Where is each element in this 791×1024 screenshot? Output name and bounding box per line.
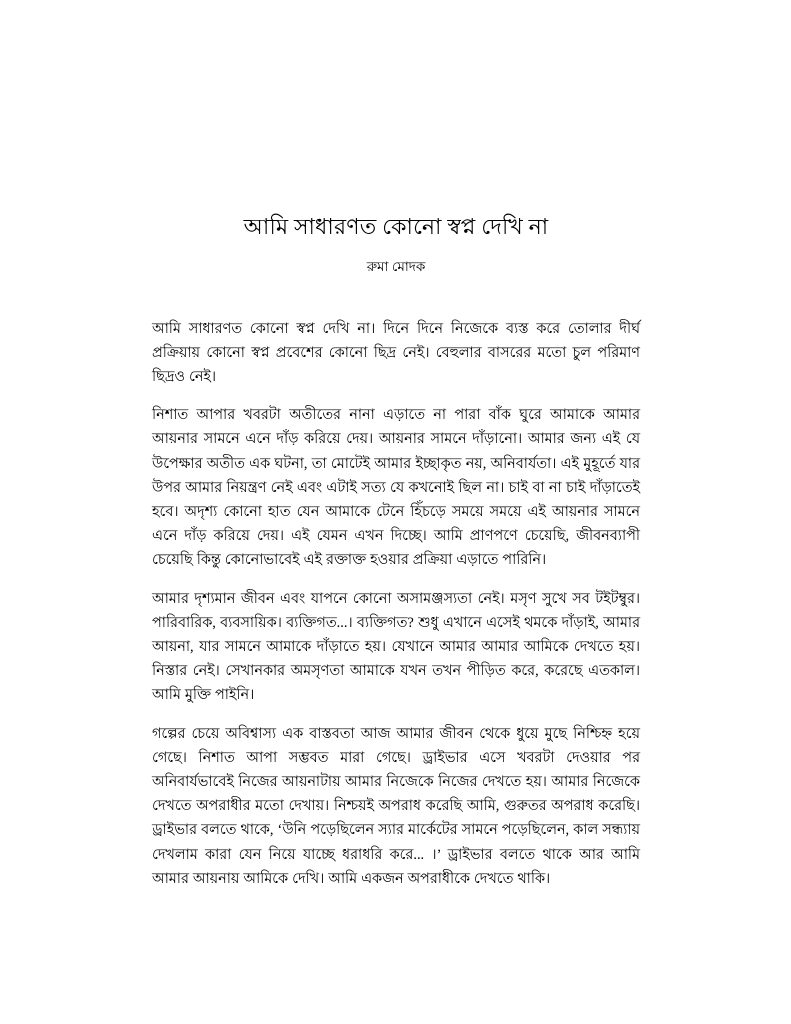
page-title: আমি সাধারণত কোনো স্বপ্ন দেখি না xyxy=(243,214,549,239)
paragraph-4: গল্পের চেয়ে অবিশ্বাস্য এক বাস্তবতা আজ আমার জীবন থেকে ধুয়ে মুছে নিশ্চিহ্ন হয়ে গেছে। নিশাত আপা সম্ভবত মারা গেছে। ড্রাইভার এসে খবরটা দেওয়ার পর অনিবার্যভাবেই নিজের আয়নাটায় আমার নিজেকে নিজের দেখতে হয়। আমার নিজেকে দেখতে অপরাধীর মতো দেখায়। নিশ্চয়ই অপরাধ করেছি আমি, গুরুতর অপরাধ করেছি। ড্রাইভার বলতে থাকে, ‘উনি পড়েছিলেন স্যার মার্কেটের সামনে পড়েছিলেন, কাল সন্ধ্যায় দেখলাম কারা যেন নিয়ে যাচ্ছে ধরাধরি করে... ।’ ড্রাইভার বলতে থাকে আর আমি আমার আয়নায় আমিকে দেখি। আমি একজন অপরাধীকে দেখতে থাকি। xyxy=(152,725,640,887)
document-body xyxy=(152,317,640,891)
document-content-column xyxy=(152,0,640,891)
paragraph-3: আমার দৃশ্যমান জীবন এবং যাপনে কোনো অসামঞ্জস্যতা নেই। মসৃণ সুখে সব টইটম্বুর। পারিবারিক, ব্যবসায়িক। ব্যক্তিগত...। ব্যক্তিগত? শুধু এখানে এসেই থমকে দাঁড়াই, আমার আয়না, যার সামনে আমাকে দাঁড়াতে হয়। যেখানে আমার আমার আমিকে দেখতে হয়। নিস্তার নেই। সেখানকার অমসৃণতা আমাকে যখন তখন পীড়িত করে, করেছে এতকাল। আমি মুক্তি পাইনি। xyxy=(152,590,640,704)
paragraph-2: নিশাত আপার খবরটা অতীতের নানা এড়াতে না পারা বাঁক ঘুরে আমাকে আমার আয়নার সামনে এনে দাঁড় করিয়ে দেয়। আয়নার সামনে দাঁড়ানো। আমার জন্য এই যে উপেক্ষার অতীত এক ঘটনা, তা মোটেই আমার ইচ্ছাকৃত নয়, অনিবার্যতা। এই মুহূর্তে যার উপর আমার নিয়ন্ত্রণ নেই এবং এটাই সত্য যে কখনোই ছিল না। চাই বা না চাই দাঁড়াতেই হবে। অদৃশ্য কোনো হাত যেন আমাকে টেনে হিঁচড়ে সময়ে সময়ে এই আয়নার সামনে এনে দাঁড় করিয়ে দেয়। এই যেমন এখন দিচ্ছে। আমি প্রাণপণে চেয়েছি, জীবনব্যাপী চেয়েছি কিন্তু কোনোভাবেই এই রক্তাক্ত হওয়ার প্রক্রিয়া এড়াতে পারিনি। xyxy=(152,407,640,569)
author-byline: রুমা মোদক xyxy=(366,258,426,274)
title-block xyxy=(152,212,640,277)
paragraph-1: আমি সাধারণত কোনো স্বপ্ন দেখি না। দিনে দিনে নিজেকে ব্যস্ত করে তোলার দীর্ঘ প্রক্রিয়ায় কোনো স্বপ্ন প্রবেশের কোনো ছিদ্র নেই। বেহুলার বাসরের মতো চুল পরিমাণ ছিদ্রও নেই। xyxy=(152,320,640,385)
